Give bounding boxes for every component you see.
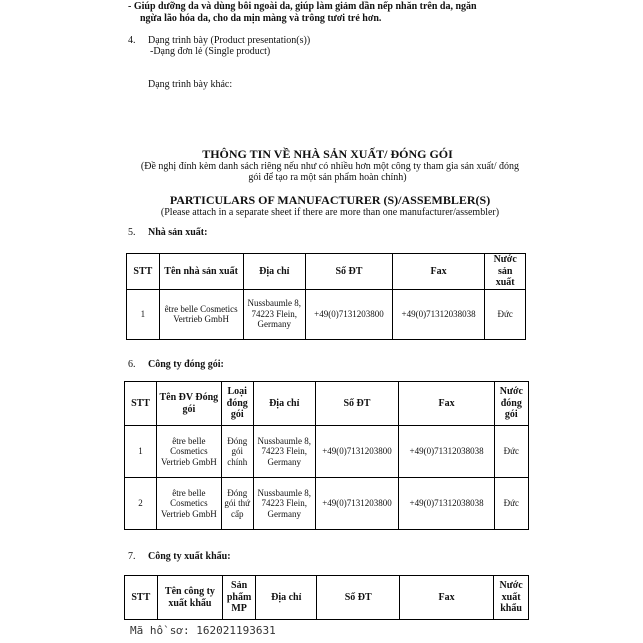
intro-line-1: - Giúp dưỡng da và dùng bôi ngoài da, giúp làm giảm dần nếp nhăn trên da, ngăn bbox=[128, 1, 477, 12]
manufacturer-table bbox=[126, 253, 526, 340]
section5-number: 5. bbox=[128, 227, 136, 238]
cell-address: Nussbaumle 8, 74223 Flein, Germany bbox=[253, 426, 315, 478]
cell-country: Đức bbox=[485, 289, 526, 339]
manufacturer-title-en: PARTICULARS OF MANUFACTURER (S)/ASSEMBLER(S) bbox=[169, 193, 491, 207]
table-row bbox=[125, 426, 529, 478]
intro-line-2: ngừa lão hóa da, cho da mịn màng và trông tươi trẻ hơn. bbox=[140, 13, 382, 24]
cell-phone: +49(0)7131203800 bbox=[315, 426, 399, 478]
section4-single: -Dạng đơn lẻ (Single product) bbox=[150, 46, 271, 57]
col-fax: Fax bbox=[400, 576, 494, 620]
col-phone: Số ĐT bbox=[315, 382, 399, 426]
cell-fax: +49(0)71312038038 bbox=[399, 478, 494, 530]
section7-number: 7. bbox=[128, 551, 136, 562]
table-header-row bbox=[125, 382, 529, 426]
cell-phone: +49(0)7131203800 bbox=[306, 289, 393, 339]
col-stt: STT bbox=[127, 254, 160, 290]
cell-type: Đóng gói thứ cấp bbox=[221, 478, 253, 530]
packager-table bbox=[124, 381, 529, 530]
cell-stt: 1 bbox=[125, 426, 157, 478]
record-number: Mã hồ sơ: 162021193631 bbox=[130, 624, 276, 637]
cell-name: être belle Cosmetics Vertrieb GmbH bbox=[157, 426, 222, 478]
col-country: Nước đóng gói bbox=[494, 382, 528, 426]
section5-title: Nhà sản xuất: bbox=[148, 227, 208, 238]
col-country: Nước sản xuất bbox=[485, 254, 526, 290]
col-stt: STT bbox=[125, 382, 157, 426]
cell-name: être belle Cosmetics Vertrieb GmbH bbox=[157, 478, 222, 530]
cell-type: Đóng gói chính bbox=[221, 426, 253, 478]
col-name: Tên ĐV Đóng gói bbox=[157, 382, 222, 426]
col-address: Địa chỉ bbox=[256, 576, 317, 620]
cell-phone: +49(0)7131203800 bbox=[315, 478, 399, 530]
col-phone: Số ĐT bbox=[306, 254, 393, 290]
cell-fax: +49(0)71312038038 bbox=[399, 426, 494, 478]
section4-other: Dạng trình bày khác: bbox=[148, 79, 233, 90]
col-address: Địa chỉ bbox=[253, 382, 315, 426]
section7-title: Công ty xuất khẩu: bbox=[148, 551, 231, 562]
section6-title: Công ty đóng gói: bbox=[148, 359, 224, 370]
col-fax: Fax bbox=[392, 254, 485, 290]
table-header-row bbox=[125, 576, 529, 620]
manufacturer-note-vi-2: gói để tạo ra một sản phẩm hoàn chỉnh) bbox=[248, 172, 407, 183]
col-country: Nước xuất khẩu bbox=[494, 576, 529, 620]
col-phone: Số ĐT bbox=[317, 576, 400, 620]
cell-address: Nussbaumle 8, 74223 Flein, Germany bbox=[243, 289, 306, 339]
section4-number: 4. bbox=[128, 35, 136, 46]
cell-stt: 1 bbox=[127, 289, 160, 339]
cell-country: Đức bbox=[494, 478, 528, 530]
col-product: Sản phẩm MP bbox=[223, 576, 256, 620]
col-name: Tên công ty xuất khẩu bbox=[157, 576, 223, 620]
col-address: Địa chỉ bbox=[243, 254, 306, 290]
cell-name: être belle Cosmetics Vertrieb GmbH bbox=[159, 289, 243, 339]
table-row bbox=[125, 478, 529, 530]
col-name: Tên nhà sản xuất bbox=[159, 254, 243, 290]
col-fax: Fax bbox=[399, 382, 494, 426]
exporter-table bbox=[124, 575, 529, 620]
table-row bbox=[127, 289, 526, 339]
manufacturer-note-vi-1: (Đề nghị đính kèm danh sách riêng nếu như có nhiều hơn một công ty tham gia sản xuất/ đóng bbox=[140, 161, 520, 172]
cell-address: Nussbaumle 8, 74223 Flein, Germany bbox=[253, 478, 315, 530]
manufacturer-title-vi: THÔNG TIN VỀ NHÀ SẢN XUẤT/ ĐÓNG GÓI bbox=[202, 147, 453, 161]
cell-fax: +49(0)71312038038 bbox=[392, 289, 485, 339]
manufacturer-note-en: (Please attach in a separate sheet if there are more than one manufacturer/assembler) bbox=[160, 207, 500, 218]
table-header-row bbox=[127, 254, 526, 290]
cell-country: Đức bbox=[494, 426, 528, 478]
cell-stt: 2 bbox=[125, 478, 157, 530]
col-stt: STT bbox=[125, 576, 158, 620]
col-type: Loại đóng gói bbox=[221, 382, 253, 426]
section4-title: Dạng trình bày (Product presentation(s)) bbox=[148, 35, 311, 46]
section6-number: 6. bbox=[128, 359, 136, 370]
